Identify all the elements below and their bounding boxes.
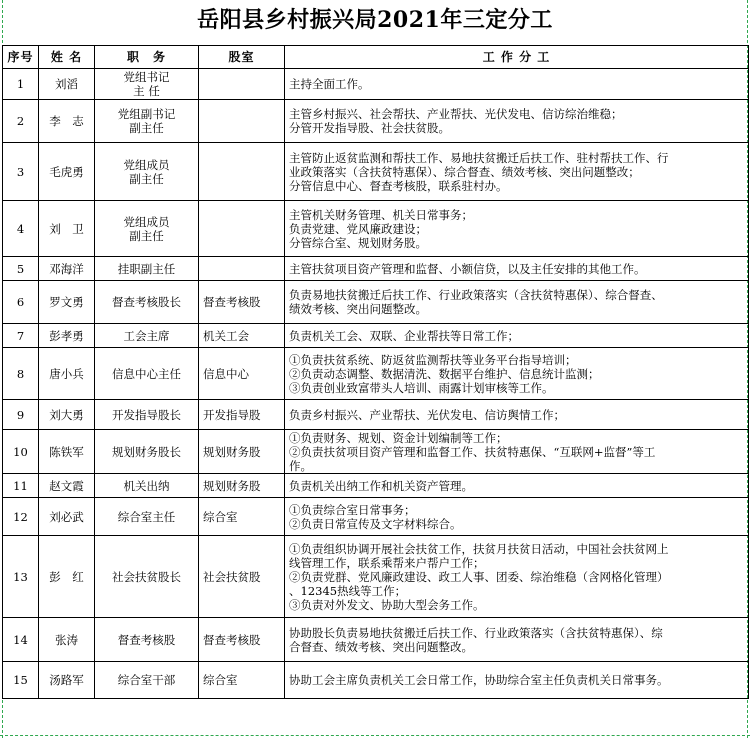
cell-no[interactable]: 8 (3, 348, 39, 400)
cell-office[interactable]: 社会扶贫股 (199, 536, 285, 618)
cell-office[interactable] (199, 69, 285, 100)
duty-table (2, 45, 749, 699)
cell-no[interactable]: 12 (3, 498, 39, 536)
duty-line: ②负责日常宣传及文字材料综合。 (289, 516, 462, 531)
cell-duty[interactable] (285, 618, 749, 662)
cell-name[interactable]: 陈铁军 (39, 430, 95, 474)
cell-post[interactable] (95, 257, 199, 281)
duty-line: 主管机关财务管理、机关日常事务； (289, 207, 473, 222)
cell-office[interactable]: 督查考核股 (199, 281, 285, 324)
cell-duty[interactable] (285, 662, 749, 699)
cell-duty[interactable] (285, 201, 749, 257)
cell-post[interactable] (95, 143, 199, 201)
post-line: 副主任 (129, 171, 164, 186)
cell-office[interactable]: 信息中心 (199, 348, 285, 400)
cell-name[interactable]: 赵文霞 (39, 474, 95, 498)
cell-no[interactable]: 10 (3, 430, 39, 474)
duty-line: 负责机关出纳工作和机关资产管理。 (289, 478, 473, 493)
duty-line: 业政策落实（含扶贫特惠保）、综合督查、绩效考核、突出问题整改； (289, 164, 640, 179)
cell-post[interactable] (95, 100, 199, 143)
post-line: 综合室主任 (117, 509, 176, 524)
post-line: 工会主席 (123, 328, 170, 343)
cell-office[interactable]: 综合室 (199, 498, 285, 536)
cell-post[interactable] (95, 662, 199, 699)
cell-duty[interactable] (285, 143, 749, 201)
duty-line: ②负责扶贫项目资产管理和监督工作、扶贫特惠保、“互联网+监督”等工 (289, 444, 656, 459)
cell-no[interactable]: 13 (3, 536, 39, 618)
duty-line: 负责党建、党风廉政建设； (289, 221, 427, 236)
cell-office[interactable] (199, 201, 285, 257)
post-line: 信息中心主任 (112, 366, 181, 381)
header-office[interactable]: 股室 (199, 46, 285, 69)
cell-name[interactable]: 彭孝勇 (39, 324, 95, 348)
duty-line: ②负责动态调整、数据清洗、数据平台维护、信息统计监测； (289, 366, 600, 381)
duty-line: ②负责党群、党风廉政建设、政工人事、团委、综治维稳（含网格化管理） (289, 569, 669, 584)
cell-duty[interactable] (285, 430, 749, 474)
header-post[interactable]: 职 务 (95, 46, 199, 69)
table-row (3, 143, 749, 201)
cell-post[interactable] (95, 430, 199, 474)
cell-no[interactable]: 9 (3, 400, 39, 430)
duty-line: 协助工会主席负责机关工会日常工作，协助综合室主任负责机关日常事务。 (289, 673, 669, 687)
cell-office[interactable] (199, 143, 285, 201)
post-line: 党组成员 (123, 214, 170, 229)
duty-line: 主管防止返贫监测和帮扶工作、易地扶贫搬迁后扶工作、驻村帮扶工作、行 (289, 150, 669, 165)
table-row (3, 69, 749, 100)
table-row (3, 281, 749, 324)
duty-line: ①负责扶贫系统、防返贫监测帮扶等业务平台指导培训； (289, 352, 577, 367)
cell-post[interactable] (95, 348, 199, 400)
cell-duty[interactable] (285, 324, 749, 348)
duty-line: 主管扶贫项目资产管理和监督、小额信贷，以及主任安排的其他工作。 (289, 261, 646, 276)
duty-line: 主持全面工作。 (289, 77, 370, 91)
duty-line: 主管乡村振兴、社会帮扶、产业帮扶、光伏发电、信访综治维稳； (289, 107, 623, 121)
cell-post[interactable] (95, 400, 199, 430)
post-line: 副主任 (129, 121, 164, 135)
cell-name[interactable]: 唐小兵 (39, 348, 95, 400)
cell-name[interactable]: 邓海洋 (39, 257, 95, 281)
cell-no[interactable]: 11 (3, 474, 39, 498)
table-row (3, 348, 749, 400)
post-line: 督查考核股 (117, 632, 176, 647)
table-row (3, 257, 749, 281)
table-row (3, 201, 749, 257)
cell-name[interactable]: 刘必武 (39, 498, 95, 536)
table-row (3, 430, 749, 474)
cell-no[interactable]: 7 (3, 324, 39, 348)
cell-name[interactable]: 李 志 (39, 100, 95, 143)
cell-office[interactable]: 机关工会 (199, 324, 285, 348)
cell-duty[interactable] (285, 400, 749, 430)
cell-post[interactable] (95, 69, 199, 100)
post-line: 社会扶贫股长 (112, 569, 181, 584)
cell-no[interactable]: 3 (3, 143, 39, 201)
cell-duty[interactable] (285, 281, 749, 324)
table-row (3, 474, 749, 498)
duty-line: 负责机关工会、双联、企业帮扶等日常工作； (289, 328, 519, 343)
post-line: 综合室干部 (117, 673, 176, 687)
table-row (3, 536, 749, 618)
post-line: 主 任 (133, 84, 160, 98)
post-line: 副主任 (129, 228, 164, 243)
duty-line: 负责易地扶贫搬迁后扶工作、行业政策落实（含扶贫特惠保）、综合督查、 (289, 288, 663, 302)
duty-line: ①负责财务、规划、资金计划编制等工作； (289, 430, 508, 445)
duty-line: 负责乡村振兴、产业帮扶、光伏发电、信访舆情工作； (289, 407, 565, 422)
duty-line: ①负责组织协调开展社会扶贫工作，扶贫月扶贫日活动，中国社会扶贫网上 (289, 541, 669, 556)
page-break-line (0, 735, 750, 736)
duty-line: ①负责综合室日常事务； (289, 502, 416, 517)
cell-post[interactable] (95, 324, 199, 348)
table-row (3, 662, 749, 699)
post-line: 开发指导股长 (112, 407, 181, 422)
cell-duty[interactable] (285, 100, 749, 143)
duty-line: 合督查、绩效考核、突出问题整改。 (289, 639, 473, 654)
cell-no[interactable]: 6 (3, 281, 39, 324)
header-row (3, 46, 749, 69)
header-duty[interactable]: 工 作 分 工 (285, 46, 749, 69)
duty-line: 、12345热线等工作； (289, 583, 407, 598)
cell-post[interactable] (95, 201, 199, 257)
header-no[interactable]: 序号 (3, 46, 39, 69)
duty-line: 分管信息中心、督查考核股，联系驻村办。 (289, 178, 508, 193)
header-name[interactable]: 姓 名 (39, 46, 95, 69)
cell-no[interactable]: 4 (3, 201, 39, 257)
cell-name[interactable]: 彭 红 (39, 536, 95, 618)
table-row (3, 498, 749, 536)
cell-no[interactable]: 5 (3, 257, 39, 281)
table-body (3, 69, 749, 699)
cell-office[interactable]: 规划财务股 (199, 430, 285, 474)
cell-name[interactable]: 罗文勇 (39, 281, 95, 324)
table-row (3, 100, 749, 143)
post-line: 党组书记 (123, 70, 170, 84)
duty-line: ③负责创业致富带头人培训、雨露计划审核等工作。 (289, 380, 554, 395)
cell-name[interactable]: 毛虎勇 (39, 143, 95, 201)
duty-line: 分管开发指导股、社会扶贫股。 (289, 121, 450, 135)
table-row (3, 618, 749, 662)
cell-name[interactable]: 刘滔 (39, 69, 95, 100)
duty-line: 作。 (289, 458, 312, 473)
cell-office[interactable]: 规划财务股 (199, 474, 285, 498)
cell-office[interactable]: 督查考核股 (199, 618, 285, 662)
cell-duty[interactable] (285, 257, 749, 281)
duty-line: 分管综合室、规划财务股。 (289, 235, 427, 250)
post-line: 机关出纳 (123, 478, 170, 493)
post-line: 党组副书记 (117, 107, 176, 121)
cell-duty[interactable] (285, 348, 749, 400)
cell-no[interactable]: 15 (3, 662, 39, 699)
sheet-title: 岳阳县乡村振兴局2021年三定分工 (197, 7, 553, 33)
cell-post[interactable] (95, 281, 199, 324)
cell-post[interactable] (95, 618, 199, 662)
cell-duty[interactable] (285, 536, 749, 618)
duty-line: 绩效考核、突出问题整改。 (289, 302, 427, 316)
post-line: 挂职副主任 (117, 261, 176, 276)
cell-no[interactable]: 14 (3, 618, 39, 662)
cell-name[interactable]: 张涛 (39, 618, 95, 662)
cell-duty[interactable] (285, 498, 749, 536)
cell-duty[interactable] (285, 474, 749, 498)
cell-post[interactable] (95, 536, 199, 618)
cell-name[interactable]: 刘 卫 (39, 201, 95, 257)
cell-duty[interactable] (285, 69, 749, 100)
cell-no[interactable]: 1 (3, 69, 39, 100)
duty-line: 线管理工作，联系乘帮来户帮户工作； (289, 555, 485, 570)
cell-office[interactable]: 综合室 (199, 662, 285, 699)
cell-post[interactable] (95, 498, 199, 536)
cell-office[interactable] (199, 100, 285, 143)
table-row (3, 324, 749, 348)
cell-no[interactable]: 2 (3, 100, 39, 143)
cell-post[interactable] (95, 474, 199, 498)
cell-name[interactable]: 汤路军 (39, 662, 95, 699)
cell-office[interactable] (199, 257, 285, 281)
post-line: 党组成员 (123, 157, 170, 172)
cell-office[interactable]: 开发指导股 (199, 400, 285, 430)
post-line: 规划财务股长 (112, 444, 181, 459)
cell-name[interactable]: 刘大勇 (39, 400, 95, 430)
duty-line: 协助股长负责易地扶贫搬迁后扶工作、行业政策落实（含扶贫特惠保）、综 (289, 625, 663, 640)
duty-line: ③负责对外发文、协助大型会务工作。 (289, 597, 485, 612)
table-row (3, 400, 749, 430)
post-line: 督查考核股长 (112, 295, 181, 309)
